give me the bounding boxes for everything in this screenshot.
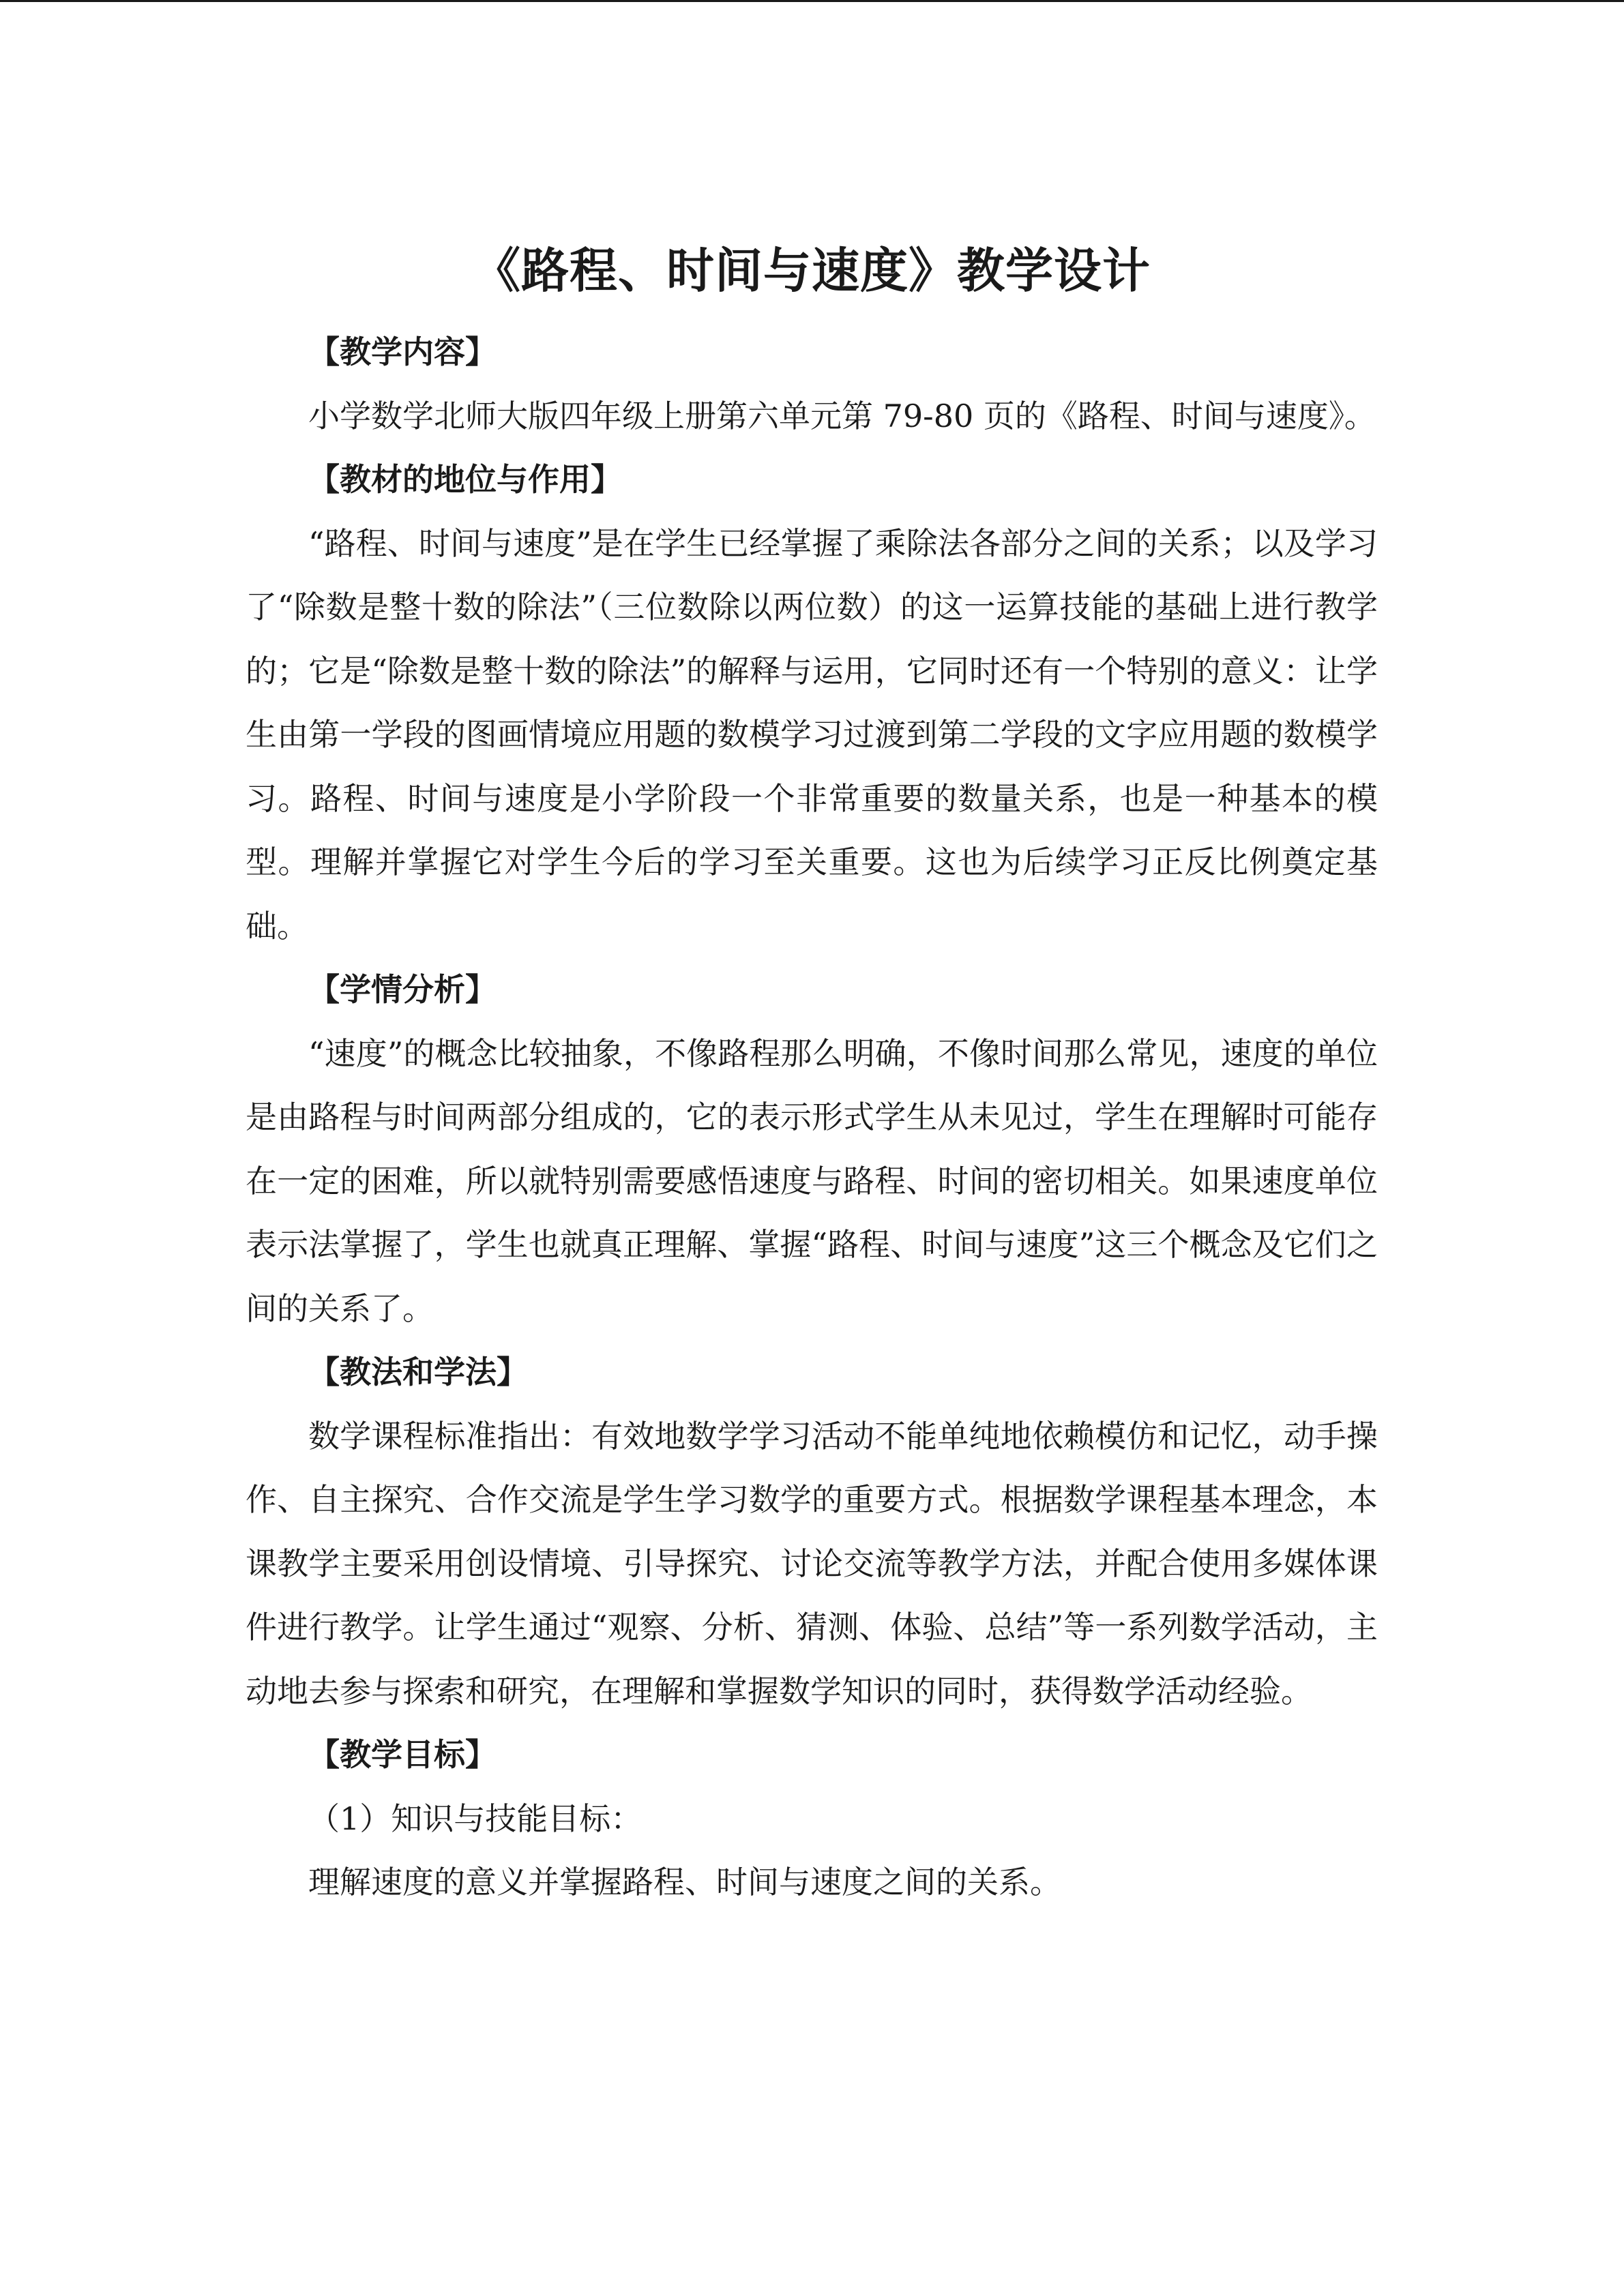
paragraph-textbook-role: “路程、时间与速度”是在学生已经掌握了乘除法各部分之间的关系；以及学习了“除数是整十数的除法”（三位数除以两位数）的这一运算技能的基础上进行教学的；它是“除数是整十数的除法”的解释与运用，它同时还有一个特别的意义：让学生由第一学段的图画情境应用题的数模学习过渡到第二学段的文字应用题的数模学习。路程、时间与速度是小学阶段一个非常重要的数量关系，也是一种基本的模型。理解并掌握它对学生今后的学习至关重要。这也为后续学习正反比例奠定基础。: [246, 524, 1378, 944]
paragraph-student-analysis: “速度”的概念比较抽象，不像路程那么明确，不像时间那么常见，速度的单位是由路程与时间两部分组成的，它的表示形式学生从未见过，学生在理解时可能存在一定的困难，所以就特别需要感悟速度与路程、时间的密切相关。如果速度单位表示法掌握了，学生也就真正理解、掌握“路程、时间与速度”这三个概念及它们之间的关系了。: [246, 1034, 1378, 1327]
section-heading-textbook-role: 【教材的地位与作用】: [308, 461, 622, 498]
paragraph-teaching-methods: 数学课程标准指出：有效地数学学习活动不能单纯地依赖模仿和记忆，动手操作、自主探究、合作交流是学生学习数学的重要方式。根据数学课程基本理念，本课教学主要采用创设情境、引导探究、讨论交流等教学方法，并配合使用多媒体课件进行教学。让学生通过“观察、分析、猜测、体验、总结”等一系列数学活动，主动地去参与探索和研究，在理解和掌握数学知识的同时，获得数学活动经验。: [246, 1417, 1378, 1710]
paragraph-knowledge-skills-goal: 理解速度的意义并掌握路程、时间与速度之间的关系。: [308, 1864, 1061, 1900]
paragraph-teaching-content: 小学数学北师大版四年级上册第六单元第 79-80 页的《路程、时间与速度》。: [308, 397, 1376, 434]
section-heading-teaching-content: 【教学内容】: [308, 333, 497, 370]
document-body: [246, 320, 1378, 1915]
document-title: 《路程、时间与速度》教学设计: [473, 241, 1151, 299]
section-heading-student-analysis: 【学情分析】: [308, 971, 497, 1008]
page-top-border: [0, 0, 1624, 2]
subheading-knowledge-skills-goal: （1）知识与技能目标：: [308, 1800, 643, 1837]
section-heading-teaching-goals: 【教学目标】: [308, 1736, 497, 1773]
section-heading-teaching-methods: 【教法和学法】: [308, 1354, 528, 1390]
